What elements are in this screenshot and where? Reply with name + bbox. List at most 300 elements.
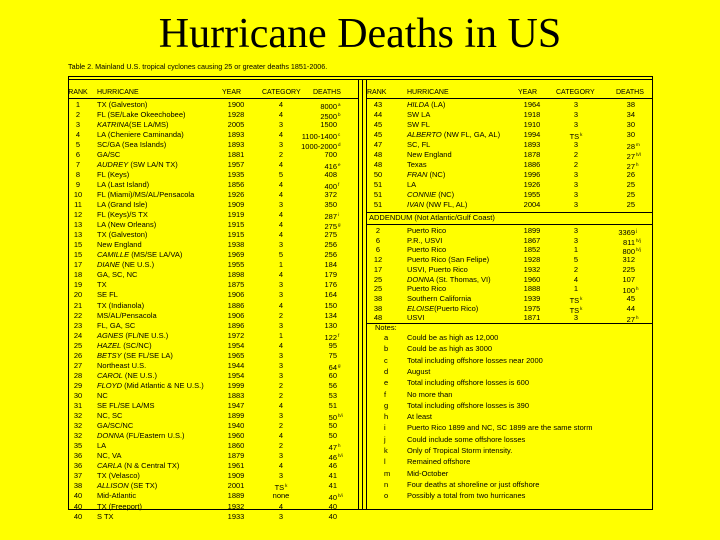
category-value: 4 (278, 99, 284, 109)
year-cell: 1878 (523, 149, 541, 159)
deaths-footnote: m (636, 141, 640, 147)
note-item (0, 401, 720, 411)
category-cell (561, 226, 591, 236)
storm-location: (St. Thomas, VI) (434, 274, 491, 284)
category-value: 3 (278, 511, 284, 521)
rank-cell: 28 (73, 370, 83, 380)
note-text: Four deaths at shoreline or just offshore (407, 479, 540, 489)
category-value: 2 (278, 441, 284, 451)
rank-cell: 20 (73, 290, 83, 300)
deaths-footnote: h/l (636, 151, 641, 157)
year-cell: 1910 (523, 119, 541, 129)
rank-cell: 11 (74, 200, 82, 209)
rank-cell: 2 (75, 109, 81, 119)
category-value: 4 (278, 129, 284, 139)
rank-cell: 51 (373, 200, 383, 209)
table-top-border (68, 76, 652, 77)
rank-cell: 5 (75, 139, 81, 149)
category-cell (561, 313, 591, 323)
year-cell: 1932 (523, 264, 541, 274)
deaths-value: 164 (324, 290, 337, 300)
deaths-value: 75 (328, 350, 337, 360)
deaths-cell (600, 120, 646, 130)
storm-location: (LA) (429, 99, 446, 109)
rank-cell: 29 (73, 380, 83, 390)
deaths-value: 64 (328, 362, 337, 372)
rank-cell: 32 (73, 411, 83, 421)
header-category-left: CATEGORY (262, 89, 301, 96)
rank-cell: 17 (373, 264, 383, 274)
storm-name: CAMILLE (97, 250, 130, 260)
deaths-footnote: j (636, 228, 637, 233)
year-cell: 1944 (227, 360, 245, 370)
category-value: 3 (278, 119, 284, 129)
deaths-value: 700 (324, 149, 337, 159)
hurricane-cell (407, 130, 500, 140)
deaths-value: 8000 (320, 101, 337, 111)
location-name: Southern California (407, 293, 472, 303)
storm-name: FRAN (407, 169, 428, 179)
storm-name: AGNES (97, 330, 124, 340)
note-key: i (384, 423, 386, 433)
year-cell: 1928 (523, 255, 541, 265)
category-value: 3 (573, 235, 579, 245)
location-name: FL (Keys)/S TX (97, 210, 148, 220)
location-name: SW LA (407, 109, 431, 119)
note-item (0, 446, 720, 456)
category-cell (561, 110, 591, 120)
hurricane-cell (407, 160, 427, 170)
deaths-footnote: h (636, 315, 639, 321)
deaths-footnote: f (338, 181, 340, 187)
category-value: 1 (278, 260, 284, 270)
note-key: f (384, 389, 387, 399)
category-footnote: k (580, 131, 583, 137)
deaths-value: 38 (626, 99, 635, 109)
hurricane-cell (97, 210, 148, 220)
table-row (0, 502, 720, 512)
rank-cell: 51 (373, 189, 383, 199)
deaths-value: 56 (328, 380, 337, 390)
year-cell: 1918 (523, 109, 541, 119)
storm-location: (Mid Atlantic & NE U.S.) (122, 380, 204, 390)
year-cell: 1999 (227, 380, 245, 390)
header-rank-right: RANK (367, 89, 387, 96)
deaths-value: 3369 (618, 228, 635, 237)
table-row (0, 226, 720, 236)
note-item (0, 491, 720, 501)
deaths-footnote: h (636, 286, 639, 292)
deaths-footnote: e (338, 161, 341, 167)
category-footnote: k (580, 295, 583, 301)
location-name: LA (Cheniere Caminanda) (97, 129, 184, 139)
year-cell: 1938 (227, 240, 245, 250)
deaths-value: 27 (626, 161, 635, 171)
category-value: 4 (278, 230, 284, 240)
year-cell: 1881 (227, 149, 245, 159)
note-item (0, 390, 720, 400)
location-name: SW FL (407, 119, 430, 129)
year-cell: 2004 (523, 200, 541, 209)
year-cell: 1954 (227, 370, 245, 380)
year-cell: 1906 (227, 310, 245, 320)
category-value: 4 (278, 179, 284, 189)
rank-cell: 48 (373, 159, 383, 169)
deaths-value: 50 (328, 421, 337, 431)
deaths-value: 30 (626, 129, 635, 139)
rank-cell: 22 (73, 310, 83, 320)
hurricane-cell (97, 512, 114, 522)
deaths-value: 40 (328, 493, 337, 503)
deaths-cell (600, 200, 646, 210)
category-value: 5 (573, 255, 579, 265)
deaths-cell (600, 180, 646, 190)
year-cell: 1871 (523, 313, 541, 323)
storm-location: (FL/Eastern U.S.) (124, 431, 185, 441)
hurricane-cell (407, 190, 454, 200)
year-cell: 1964 (523, 99, 541, 109)
deaths-cell (600, 265, 646, 275)
note-key: l (384, 457, 386, 467)
deaths-value: 287 (324, 212, 337, 222)
category-value: 3 (278, 320, 284, 330)
year-cell: 1893 (523, 139, 541, 149)
hurricane-cell (407, 265, 468, 275)
year-cell: 1960 (523, 274, 541, 284)
deaths-value: 60 (328, 370, 337, 380)
rank-cell: 25 (373, 274, 383, 284)
storm-location: (NW FL, AL) (424, 200, 468, 209)
note-key: e (384, 378, 389, 388)
deaths-value: 26 (626, 169, 635, 179)
deaths-value: 27 (626, 151, 635, 161)
category-cell (561, 275, 591, 285)
deaths-cell (600, 110, 646, 120)
deaths-value: 372 (324, 189, 337, 199)
year-cell: 1996 (523, 169, 541, 179)
deaths-value: 256 (324, 250, 337, 260)
deaths-footnote: c (338, 131, 341, 137)
location-name: NC, VA (97, 451, 122, 461)
year-cell: 1955 (227, 260, 245, 270)
category-value: 3 (573, 200, 579, 209)
year-cell: 1960 (227, 431, 245, 441)
note-text: Remained offshore (407, 457, 471, 467)
category-value: 3 (278, 370, 284, 380)
rank-cell: 40 (73, 511, 83, 521)
deaths-value: 400 (324, 181, 337, 191)
deaths-cell (600, 275, 646, 285)
category-value: TS (569, 131, 580, 141)
year-cell: 1889 (227, 491, 245, 501)
rank-cell: 21 (73, 300, 83, 310)
deaths-footnote: f (338, 332, 340, 338)
deaths-cell (600, 304, 646, 314)
note-key: m (384, 468, 391, 478)
rank-cell: 50 (373, 169, 383, 179)
header-deaths-left: DEATHS (313, 89, 341, 96)
deaths-value: 40 (328, 501, 337, 511)
category-value: 3 (573, 189, 579, 199)
category-value: 5 (278, 250, 284, 260)
storm-location: (Puerto Rico) (434, 303, 479, 313)
rank-cell: 25 (373, 284, 383, 294)
deaths-value: 25 (626, 189, 635, 199)
rank-cell: 3 (75, 119, 81, 129)
note-key: n (384, 479, 389, 489)
year-cell: 1972 (227, 330, 245, 340)
rank-cell: 32 (73, 431, 83, 441)
location-name: TX (97, 280, 107, 290)
note-key: a (384, 333, 389, 342)
category-value: 3 (573, 109, 579, 119)
storm-location: (SE TX) (128, 481, 158, 491)
storm-location: (SC/NC) (121, 340, 152, 350)
deaths-cell (600, 130, 646, 140)
note-key: h (384, 412, 389, 422)
storm-name: CAROL (97, 370, 123, 380)
category-value: 3 (573, 313, 579, 323)
table-row (0, 180, 720, 190)
location-name: Texas (407, 159, 427, 169)
category-value: 3 (278, 451, 284, 461)
deaths-value: 46 (328, 453, 337, 463)
note-item (0, 367, 720, 377)
note-item (0, 330, 720, 343)
deaths-footnote: h/i (338, 453, 343, 459)
addendum-title: ADDENDUM (Not Atlantic/Gulf Coast) (369, 213, 495, 222)
rank-cell: 40 (73, 501, 83, 511)
category-cell (561, 284, 591, 294)
year-cell: 1886 (227, 300, 245, 310)
storm-name: ALLISON (97, 481, 129, 491)
storm-location: (N & Central TX) (122, 461, 180, 471)
notes-title: Notes: (375, 323, 397, 332)
deaths-footnote: g (338, 222, 341, 228)
storm-location: (SE LA/MS) (128, 119, 169, 129)
note-key: j (384, 434, 386, 444)
rank-cell: 8 (75, 169, 81, 179)
deaths-footnote: g (338, 362, 341, 368)
location-name: USVI (407, 313, 425, 323)
deaths-value: 176 (324, 280, 337, 290)
location-name: TX (Galveston) (97, 99, 148, 109)
hurricane-cell (407, 110, 430, 120)
rank-cell: 36 (73, 451, 83, 461)
rank-cell: 35 (73, 441, 83, 451)
category-value: none (272, 491, 290, 501)
category-footnote: k (285, 483, 288, 489)
deaths-value: 44 (626, 303, 635, 313)
category-value: 2 (573, 264, 579, 274)
deaths-value: 34 (626, 109, 635, 119)
year-cell: 1919 (227, 210, 245, 220)
rank-cell: 43 (373, 99, 383, 109)
location-name: SC/GA (Sea Islands) (97, 139, 167, 149)
year-cell: 1883 (227, 390, 245, 400)
deaths-value: 1100-1400 (301, 131, 337, 141)
category-cell (561, 120, 591, 130)
rank-cell: 32 (73, 421, 83, 431)
rank-cell: 38 (373, 293, 383, 303)
category-value: 4 (278, 431, 284, 441)
deaths-value: 179 (324, 270, 337, 280)
year-cell: 2001 (227, 481, 245, 491)
category-value: 4 (278, 210, 284, 220)
storm-location: (NC) (436, 189, 455, 199)
storm-location: (MS/SE LA/VA) (129, 250, 183, 260)
year-cell: 1955 (523, 189, 541, 199)
year-cell: 1954 (227, 340, 245, 350)
note-text: Only of Tropical Storm intensity. (407, 446, 513, 455)
category-cell (561, 150, 591, 160)
deaths-value: 40 (328, 511, 337, 521)
deaths-value: 150 (324, 300, 337, 310)
deaths-value: 256 (324, 240, 337, 250)
location-name: SE FL/SE LA/MS (97, 401, 155, 410)
deaths-footnote: a (338, 101, 341, 107)
table-row (0, 120, 720, 130)
hurricane-cell (407, 236, 442, 246)
category-value: 3 (573, 179, 579, 189)
note-key: o (384, 491, 389, 501)
year-cell: 1852 (523, 245, 541, 255)
page-title: Hurricane Deaths in US (158, 11, 562, 57)
storm-name: DONNA (97, 431, 125, 441)
rank-cell: 45 (373, 129, 383, 139)
note-text: Total including offshore losses is 390 (407, 400, 530, 410)
rank-cell: 36 (73, 461, 83, 471)
hurricane-cell (97, 502, 142, 512)
year-cell: 1899 (227, 411, 245, 421)
note-item (0, 356, 720, 366)
storm-name: CARLA (97, 461, 123, 471)
storm-name: BETSY (97, 350, 122, 360)
table-row (0, 160, 720, 170)
hurricane-cell (407, 245, 446, 255)
location-name: FL (Keys) (97, 169, 130, 179)
location-name: TX (Indianola) (97, 300, 145, 310)
location-name: Puerto Rico (407, 226, 447, 235)
category-value: 4 (278, 159, 284, 169)
rank-cell: 12 (73, 210, 83, 220)
year-cell: 1926 (227, 189, 245, 199)
rank-cell: 2 (375, 226, 381, 235)
deaths-footnote: h/j (636, 247, 641, 253)
category-value: 3 (573, 169, 579, 179)
year-cell: 1994 (523, 129, 541, 139)
year-cell: 1935 (227, 169, 245, 179)
year-cell: 1915 (227, 220, 245, 230)
header-hurricane-right: HURRICANE (407, 89, 449, 96)
notes-rule (366, 323, 652, 324)
storm-location: (NW FL, GA, AL) (441, 129, 501, 139)
table-row (0, 140, 720, 150)
rank-cell: 30 (73, 390, 83, 400)
category-value: 4 (278, 270, 284, 280)
table-row (0, 255, 720, 265)
deaths-value: 47 (328, 443, 337, 453)
hurricane-cell (407, 170, 445, 180)
year-cell: 1939 (523, 293, 541, 303)
table-row (0, 130, 720, 140)
rank-cell: 13 (73, 220, 83, 230)
year-cell: 1926 (523, 179, 541, 189)
rank-cell: 17 (73, 260, 83, 270)
deaths-value: 312 (622, 255, 635, 265)
deaths-value: 1000-2000 (301, 141, 337, 151)
year-cell: 1867 (523, 235, 541, 245)
hurricane-cell (407, 275, 491, 285)
category-value: 2 (278, 380, 284, 390)
note-item (0, 457, 720, 467)
rank-cell: 6 (375, 245, 381, 255)
note-text: At least (407, 412, 433, 422)
hurricane-cell (407, 255, 489, 265)
year-cell: 1961 (227, 461, 245, 471)
rank-cell: 10 (73, 189, 83, 199)
category-value: 2 (573, 159, 579, 169)
storm-name: DONNA (407, 274, 435, 284)
deaths-cell (600, 294, 646, 304)
category-value: 4 (278, 461, 284, 471)
category-cell (561, 255, 591, 265)
storm-name: DIANE (97, 260, 120, 270)
location-name: FL, GA, SC (97, 320, 136, 330)
deaths-value: 53 (328, 390, 337, 400)
hurricane-cell (407, 294, 471, 304)
hurricane-cell (407, 226, 446, 236)
note-item (0, 423, 720, 433)
note-item (0, 435, 720, 445)
rank-cell: 6 (375, 235, 381, 245)
location-name: TX (Freeport) (97, 501, 143, 511)
rank-cell: 45 (373, 119, 383, 129)
rank-cell: 7 (75, 159, 81, 169)
storm-name: ALBERTO (407, 129, 442, 139)
category-value: 1 (573, 284, 579, 294)
location-name: GA, SC, NC (97, 270, 138, 280)
deaths-value: 184 (324, 260, 337, 270)
note-item (0, 378, 720, 388)
location-name: USVI, Puerto Rico (407, 264, 468, 274)
rank-cell: 48 (373, 149, 383, 159)
storm-name: FLOYD (97, 380, 123, 390)
deaths-value: 811 (623, 237, 635, 247)
category-value: 3 (278, 290, 284, 300)
rank-cell: 15 (73, 250, 83, 260)
rank-cell: 18 (73, 270, 83, 280)
storm-name: CONNIE (407, 189, 437, 199)
location-name: MS/AL/Pensacola (97, 310, 157, 320)
deaths-footnote: d (338, 141, 341, 147)
category-cell (561, 100, 591, 110)
note-item (0, 469, 720, 479)
rank-cell: 6 (75, 149, 81, 159)
year-cell: 1886 (523, 159, 541, 169)
rank-cell: 13 (73, 230, 83, 240)
deaths-value: 275 (324, 222, 337, 232)
location-name: New England (97, 240, 142, 250)
deaths-value: 1500 (320, 119, 337, 129)
category-value: 4 (278, 109, 284, 119)
category-value: 1 (278, 330, 284, 340)
category-value: 1 (573, 245, 579, 255)
deaths-value: 41 (328, 471, 337, 481)
year-cell: 1965 (227, 350, 245, 360)
storm-name: AUDREY (97, 159, 129, 169)
note-item (0, 344, 720, 354)
